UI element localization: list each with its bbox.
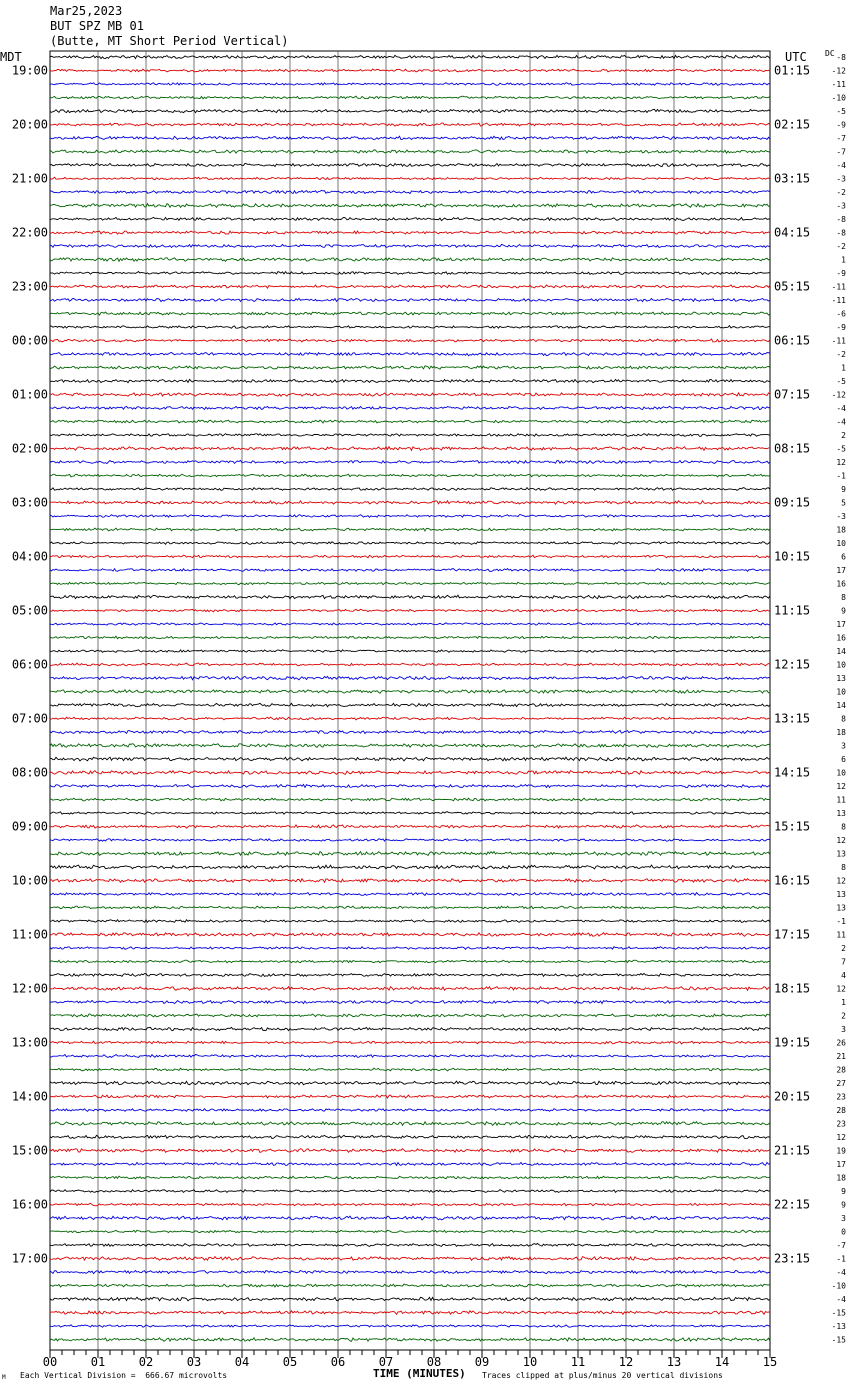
right-hour-label: 19:15 — [774, 1035, 811, 1050]
trace-line — [50, 690, 770, 693]
dc-offset-label: 6 — [841, 552, 846, 562]
right-hour-label: 18:15 — [774, 981, 811, 996]
right-hour-label: 21:15 — [774, 1143, 811, 1158]
left-hour-label: 04:00 — [11, 549, 48, 564]
trace-line — [50, 393, 770, 396]
x-tick-label: 02 — [138, 1355, 154, 1369]
trace-line — [50, 582, 770, 584]
trace-line — [50, 285, 770, 288]
right-hour-label: 03:15 — [774, 171, 811, 186]
left-hour-label: 00:00 — [11, 333, 48, 348]
right-hour-label: 12:15 — [774, 657, 811, 672]
dc-offset-label: 10 — [836, 660, 846, 670]
dc-offset-label: -1 — [836, 471, 846, 481]
trace-line — [50, 1297, 770, 1301]
right-hour-label: 16:15 — [774, 873, 811, 888]
dc-offset-label: -4 — [836, 1295, 846, 1304]
left-hour-label: 02:00 — [11, 441, 48, 456]
dc-offset-label: 7 — [841, 957, 846, 967]
trace-line — [50, 1122, 770, 1126]
trace-line — [50, 947, 770, 950]
trace-line — [50, 1081, 770, 1085]
dc-offset-label: 17 — [836, 566, 846, 575]
dc-offset-label: -8 — [836, 53, 846, 62]
dc-offset-label: 9 — [841, 485, 846, 494]
left-hour-label: 03:00 — [11, 495, 48, 510]
dc-offset-label: -1 — [836, 1254, 846, 1264]
dc-offset-label: 11 — [836, 795, 846, 805]
trace-line — [50, 1014, 770, 1017]
dc-offset-label: -6 — [836, 309, 846, 319]
left-hour-label: 17:00 — [11, 1251, 48, 1266]
right-hour-label: 15:15 — [774, 819, 811, 834]
trace-line — [50, 1055, 770, 1058]
dc-offset-label: 13 — [836, 849, 846, 859]
trace-line — [50, 1338, 770, 1342]
trace-line — [50, 798, 770, 801]
trace-line — [50, 96, 770, 99]
trace-line — [50, 501, 770, 504]
dc-offset-label: 2 — [841, 944, 846, 953]
trace-line — [50, 812, 770, 815]
left-hour-label: 07:00 — [11, 711, 48, 726]
dc-offset-label: -11 — [831, 80, 846, 89]
dc-offset-label: -3 — [836, 174, 846, 184]
dc-offset-label: 10 — [836, 539, 846, 548]
dc-offset-label: 10 — [836, 687, 846, 697]
dc-offset-label: -7 — [836, 134, 846, 143]
trace-line — [50, 906, 770, 909]
trace-line — [50, 839, 770, 841]
trace-line — [50, 298, 770, 301]
dc-offset-label: -9 — [836, 120, 846, 130]
trace-line — [50, 1190, 770, 1193]
trace-line — [50, 852, 770, 856]
x-tick-label: 00 — [42, 1355, 58, 1369]
dc-offset-label: -15 — [831, 1335, 846, 1345]
left-hour-label: 06:00 — [11, 657, 48, 672]
trace-line — [50, 352, 770, 355]
right-hour-label: 20:15 — [774, 1089, 811, 1104]
left-hour-label: 11:00 — [11, 927, 48, 942]
left-hour-label: 14:00 — [11, 1089, 48, 1104]
dc-offset-label: 28 — [836, 1065, 846, 1075]
dc-offset-label: 13 — [836, 674, 846, 683]
dc-offset-label: -13 — [831, 1322, 846, 1331]
dc-offset-label: 8 — [841, 822, 846, 832]
trace-line — [50, 474, 770, 477]
dc-offset-label: -7 — [836, 147, 846, 157]
trace-line — [50, 1325, 770, 1327]
trace-line — [50, 123, 770, 126]
dc-offset-label: 9 — [841, 606, 846, 616]
trace-line — [50, 163, 770, 166]
dc-offset-label: -11 — [831, 336, 846, 346]
trace-line — [50, 893, 770, 896]
x-tick-label: 06 — [330, 1355, 346, 1369]
dc-offset-label: -3 — [836, 201, 846, 211]
dc-offset-label: 16 — [836, 579, 846, 589]
trace-line — [50, 1257, 770, 1261]
dc-offset-label: 17 — [836, 620, 846, 629]
footer-mark: M — [2, 1374, 6, 1381]
left-hour-label: 10:00 — [11, 873, 48, 888]
trace-line — [50, 1041, 770, 1044]
dc-offset-label: 23 — [836, 1092, 846, 1102]
footer-clip-note: Traces clipped at plus/minus 20 vertical divisions — [482, 1371, 723, 1380]
dc-offset-label: 5 — [841, 498, 846, 508]
dc-offset-label: -5 — [836, 107, 846, 116]
left-hour-label: 23:00 — [11, 279, 48, 294]
dc-offset-label: 16 — [836, 633, 846, 643]
dc-offset-label: -1 — [836, 917, 846, 926]
trace-line — [50, 447, 770, 451]
trace-line — [50, 312, 770, 315]
dc-offset-label: 18 — [836, 1173, 846, 1183]
dc-offset-label: -11 — [831, 282, 846, 292]
left-hour-label: 12:00 — [11, 981, 48, 996]
trace-line — [50, 177, 770, 180]
x-tick-label: 14 — [714, 1355, 730, 1369]
dc-offset-label: 12 — [836, 984, 846, 994]
dc-offset-label: 2 — [841, 431, 846, 440]
x-tick-label: 01 — [90, 1355, 106, 1369]
dc-offset-label: 8 — [841, 593, 846, 602]
dc-offset-label: 9 — [841, 1200, 846, 1210]
trace-line — [50, 366, 770, 369]
right-hour-label: 10:15 — [774, 549, 811, 564]
x-tick-label: 07 — [378, 1355, 394, 1369]
trace-line — [50, 879, 770, 883]
trace-line — [50, 609, 770, 612]
trace-line — [50, 204, 770, 208]
trace-line — [50, 190, 770, 193]
dc-offset-label: -11 — [831, 296, 846, 305]
trace-line — [50, 460, 770, 463]
left-hour-label: 19:00 — [11, 63, 48, 78]
dc-offset-label: -5 — [836, 377, 846, 386]
dc-offset-label: -4 — [836, 161, 846, 170]
trace-line — [50, 920, 770, 923]
dc-offset-label: -2 — [836, 350, 846, 359]
left-hour-label: 09:00 — [11, 819, 48, 834]
trace-line — [50, 1149, 770, 1153]
right-hour-label: 06:15 — [774, 333, 811, 348]
dc-offset-label: -4 — [836, 404, 846, 413]
dc-offset-label: -12 — [831, 390, 846, 400]
trace-line — [50, 379, 770, 382]
left-hour-label: 21:00 — [11, 171, 48, 186]
x-tick-label: 12 — [618, 1355, 634, 1369]
trace-line — [50, 825, 770, 828]
trace-line — [50, 488, 770, 491]
dc-offset-label: 3 — [841, 741, 846, 751]
dc-offset-label: -7 — [836, 1241, 846, 1250]
dc-offset-label: 3 — [841, 1025, 846, 1034]
dc-offset-label: -15 — [831, 1308, 846, 1318]
trace-line — [50, 69, 770, 72]
right-hour-label: 07:15 — [774, 387, 811, 402]
trace-line — [50, 744, 770, 748]
trace-line — [50, 244, 770, 247]
dc-offset-label: 14 — [836, 701, 846, 710]
dc-offset-label: -2 — [836, 242, 846, 251]
x-tick-label: 04 — [234, 1355, 250, 1369]
left-hour-label: 16:00 — [11, 1197, 48, 1212]
right-hour-label: 02:15 — [774, 117, 811, 132]
dc-offset-label: -2 — [836, 188, 846, 197]
dc-offset-label: -4 — [836, 417, 846, 427]
x-tick-label: 09 — [474, 1355, 490, 1369]
trace-line — [50, 730, 770, 733]
dc-offset-label: 0 — [841, 1227, 846, 1237]
dc-offset-label: 6 — [841, 755, 846, 764]
dc-offset-label: -8 — [836, 228, 846, 238]
left-hour-label: 20:00 — [11, 117, 48, 132]
x-tick-label: 13 — [666, 1355, 682, 1369]
left-hour-label: 05:00 — [11, 603, 48, 618]
trace-line — [50, 703, 770, 706]
right-hour-label: 11:15 — [774, 603, 811, 618]
trace-line — [50, 1311, 770, 1315]
trace-line — [50, 406, 770, 409]
trace-line — [50, 623, 770, 625]
trace-line — [50, 636, 770, 639]
trace-line — [50, 960, 770, 963]
dc-offset-label: -12 — [831, 66, 846, 76]
trace-line — [50, 1135, 770, 1138]
dc-offset-label: -4 — [836, 1268, 846, 1277]
dc-label: DC — [825, 49, 835, 58]
x-tick-label: 11 — [570, 1355, 586, 1369]
dc-offset-label: -10 — [831, 93, 846, 103]
left-timezone-label: MDT — [0, 50, 22, 64]
x-tick-label: 03 — [186, 1355, 202, 1369]
dc-offset-label: 13 — [836, 903, 846, 913]
trace-line — [50, 569, 770, 572]
trace-line — [50, 420, 770, 423]
trace-line — [50, 1203, 770, 1205]
left-hour-label: 15:00 — [11, 1143, 48, 1158]
trace-line — [50, 136, 770, 140]
dc-offset-label: 26 — [836, 1038, 846, 1048]
dc-offset-label: 23 — [836, 1119, 846, 1129]
right-hour-label: 01:15 — [774, 63, 811, 78]
dc-offset-label: 8 — [841, 863, 846, 872]
right-hour-label: 23:15 — [774, 1251, 811, 1266]
trace-line — [50, 1000, 770, 1003]
dc-offset-label: 1 — [841, 255, 846, 265]
dc-offset-label: -8 — [836, 215, 846, 224]
trace-line — [50, 717, 770, 720]
header-date: Mar25,2023 — [50, 4, 123, 18]
dc-offset-label: 12 — [836, 1133, 846, 1142]
trace-line — [50, 55, 770, 58]
trace-line — [50, 434, 770, 437]
dc-offset-label: 13 — [836, 890, 846, 899]
dc-offset-label: 8 — [841, 714, 846, 724]
right-hour-label: 14:15 — [774, 765, 811, 780]
dc-offset-label: -3 — [836, 512, 846, 521]
dc-offset-label: 1 — [841, 363, 846, 373]
trace-line — [50, 231, 770, 234]
trace-line — [50, 676, 770, 679]
trace-line — [50, 973, 770, 976]
trace-line — [50, 1095, 770, 1098]
trace-line — [50, 757, 770, 761]
trace-line — [50, 258, 770, 262]
header-station: BUT SPZ MB 01 — [50, 19, 144, 33]
x-tick-label: 15 — [762, 1355, 778, 1369]
trace-line — [50, 1109, 770, 1112]
right-hour-label: 09:15 — [774, 495, 811, 510]
right-hour-label: 04:15 — [774, 225, 811, 240]
dc-offset-label: 1 — [841, 998, 846, 1007]
trace-line — [50, 771, 770, 775]
right-hour-label: 13:15 — [774, 711, 811, 726]
x-tick-label: 10 — [522, 1355, 538, 1369]
dc-offset-label: 12 — [836, 782, 846, 791]
right-timezone-label: UTC — [785, 50, 807, 64]
right-hour-label: 05:15 — [774, 279, 811, 294]
trace-line — [50, 83, 770, 86]
dc-offset-label: 14 — [836, 647, 846, 656]
trace-line — [50, 1284, 770, 1287]
right-hour-label: 17:15 — [774, 927, 811, 942]
trace-line — [50, 515, 770, 518]
trace-line — [50, 650, 770, 653]
dc-offset-label: 11 — [836, 930, 846, 940]
x-axis-title: TIME (MINUTES) — [373, 1367, 466, 1380]
dc-offset-label: 18 — [836, 525, 846, 535]
trace-line — [50, 150, 770, 153]
trace-line — [50, 1176, 770, 1179]
dc-offset-label: 18 — [836, 728, 846, 737]
dc-offset-label: 27 — [836, 1079, 846, 1088]
trace-line — [50, 784, 770, 787]
trace-line — [50, 1068, 770, 1071]
x-tick-label: 08 — [426, 1355, 442, 1369]
dc-offset-label: -5 — [836, 444, 846, 454]
dc-offset-label: 19 — [836, 1146, 846, 1156]
dc-offset-label: 21 — [836, 1052, 846, 1061]
trace-line — [50, 1162, 770, 1165]
dc-offset-label: 3 — [841, 1214, 846, 1223]
dc-offset-label: 10 — [836, 768, 846, 778]
x-tick-label: 05 — [282, 1355, 298, 1369]
trace-line — [50, 595, 770, 598]
dc-offset-label: -9 — [836, 269, 846, 278]
dc-offset-label: 13 — [836, 809, 846, 818]
trace-line — [50, 272, 770, 275]
dc-offset-label: 12 — [836, 836, 846, 845]
trace-line — [50, 1216, 770, 1220]
trace-line — [50, 933, 770, 937]
left-hour-label: 13:00 — [11, 1035, 48, 1050]
footer-scale-note: Each Vertical Division = 666.67 microvolts — [20, 1371, 228, 1380]
trace-line — [50, 1243, 770, 1246]
trace-line — [50, 528, 770, 531]
dc-offset-label: 2 — [841, 1011, 846, 1021]
trace-line — [50, 109, 770, 112]
left-hour-label: 01:00 — [11, 387, 48, 402]
trace-line — [50, 326, 770, 329]
trace-line — [50, 1230, 770, 1233]
dc-offset-label: 9 — [841, 1187, 846, 1196]
dc-offset-label: 12 — [836, 876, 846, 886]
trace-line — [50, 555, 770, 558]
trace-line — [50, 865, 770, 869]
trace-line — [50, 663, 770, 666]
trace-line — [50, 1027, 770, 1030]
dc-offset-label: -9 — [836, 323, 846, 332]
trace-line — [50, 542, 770, 545]
trace-line — [50, 217, 770, 220]
dc-offset-label: 28 — [836, 1106, 846, 1115]
header-location: (Butte, MT Short Period Vertical) — [50, 34, 289, 48]
trace-line — [50, 1270, 770, 1273]
trace-line — [50, 339, 770, 342]
dc-offset-label: 4 — [841, 971, 846, 980]
dc-offset-label: 12 — [836, 458, 846, 467]
right-hour-label: 08:15 — [774, 441, 811, 456]
right-hour-label: 22:15 — [774, 1197, 811, 1212]
dc-offset-label: 17 — [836, 1160, 846, 1169]
dc-offset-label: -10 — [831, 1281, 846, 1291]
left-hour-label: 22:00 — [11, 225, 48, 240]
trace-line — [50, 987, 770, 991]
left-hour-label: 08:00 — [11, 765, 48, 780]
